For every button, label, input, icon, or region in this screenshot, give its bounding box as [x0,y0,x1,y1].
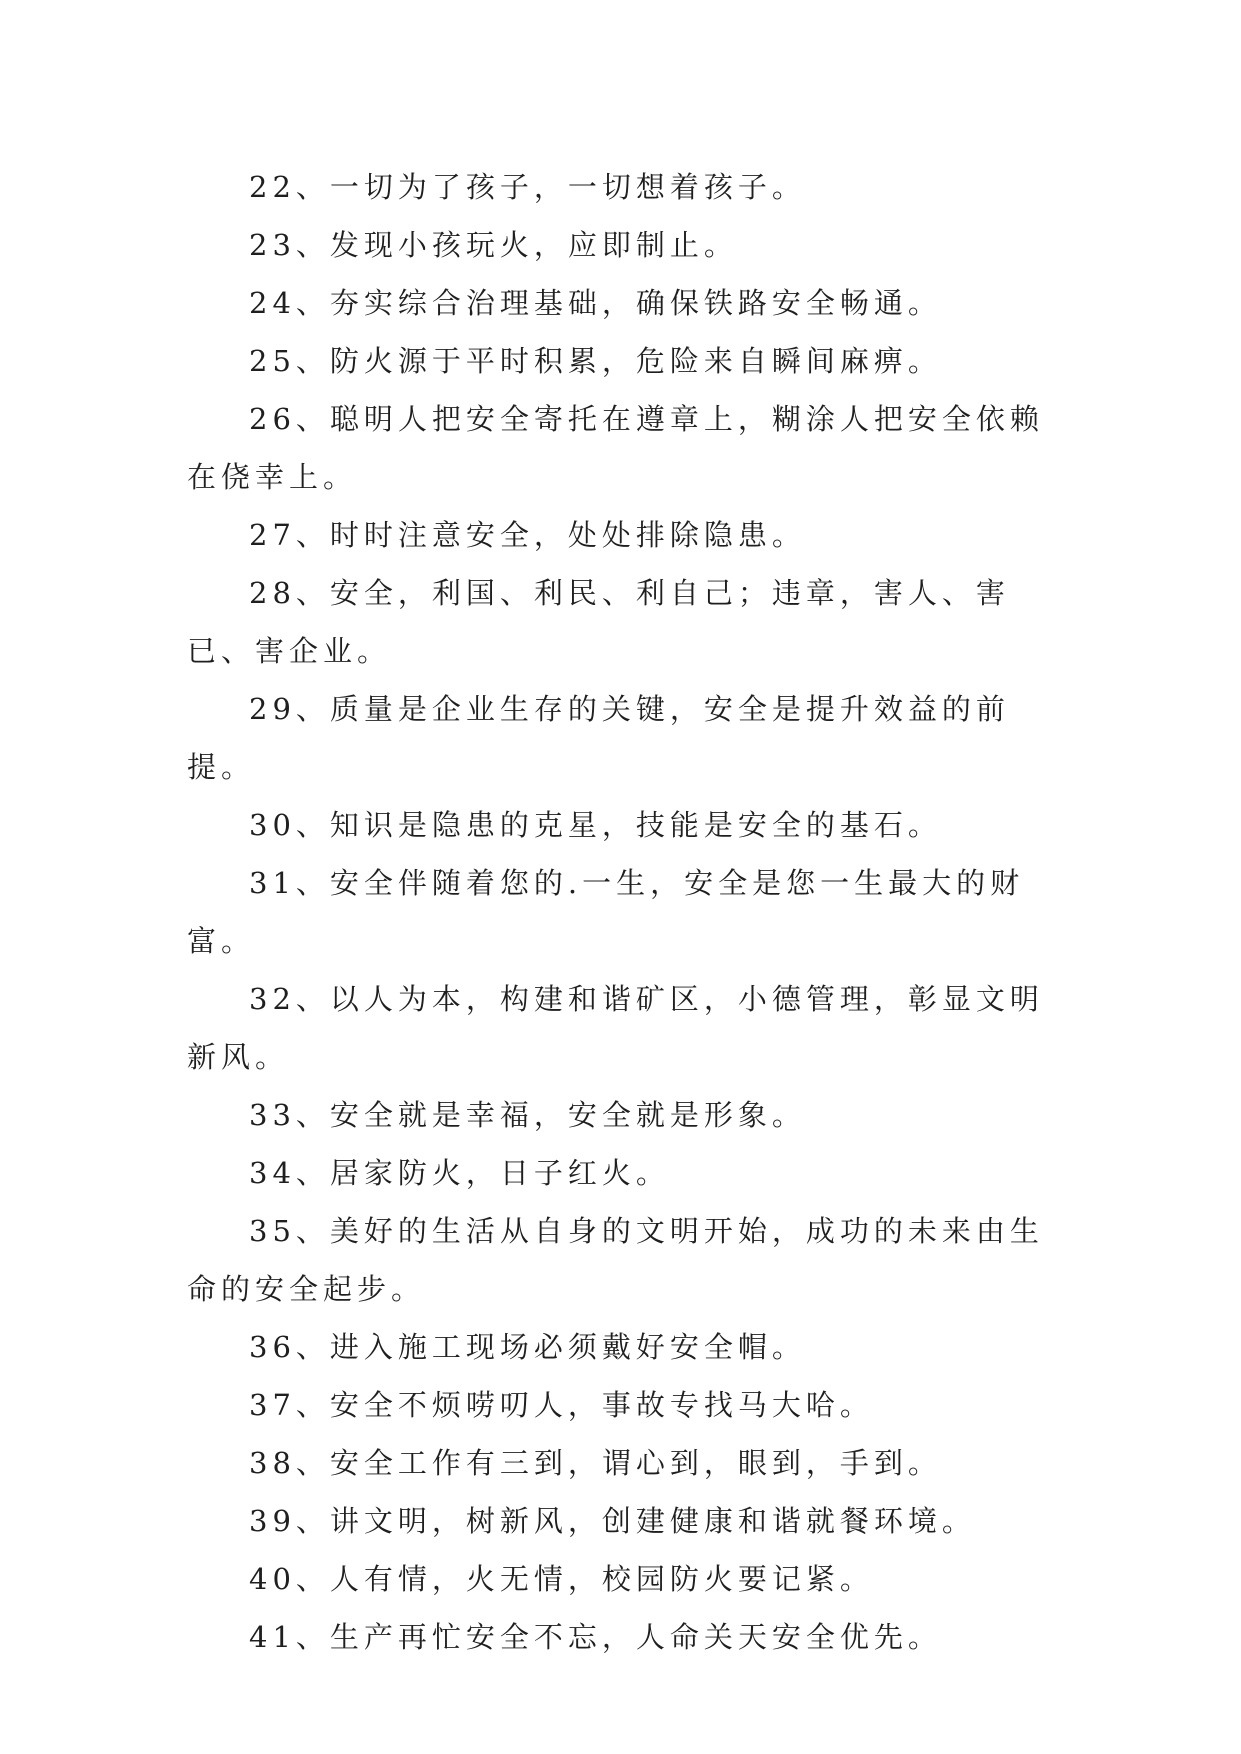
slogan-item-34: 34、居家防火，日子红火。 [249,1156,670,1190]
slogan-item-33: 33、安全就是幸福，安全就是形象。 [249,1098,806,1132]
slogan-item-29: 29、质量是企业生存的关键，安全是提升效益的前提。 [187,692,1010,784]
slogan-item-31: 31、安全伴随着您的.一生，安全是您一生最大的财富。 [187,866,1025,958]
slogan-item-36: 36、进入施工现场必须戴好安全帽。 [249,1330,806,1364]
slogan-item-26: 26、聪明人把安全寄托在遵章上，糊涂人把安全依赖在侥幸上。 [187,402,1044,494]
slogan-item-27: 27、时时注意安全，处处排除隐患。 [249,518,806,552]
slogan-item-25: 25、防火源于平时积累，危险来自瞬间麻痹。 [249,344,942,378]
slogan-item-22: 22、一切为了孩子，一切想着孩子。 [249,170,806,204]
slogan-item-32: 32、以人为本，构建和谐矿区，小德管理，彰显文明新风。 [187,982,1044,1074]
document-body [187,158,1067,1666]
slogan-item-28: 28、安全，利国、利民、利自己；违章，害人、害已、害企业。 [187,576,1010,668]
slogan-item-41: 41、生产再忙安全不忘，人命关天安全优先。 [249,1620,942,1654]
slogan-item-24: 24、夯实综合治理基础，确保铁路安全畅通。 [249,286,942,320]
slogan-item-40: 40、人有情，火无情，校园防火要记紧。 [249,1562,874,1596]
slogan-item-30: 30、知识是隐患的克星，技能是安全的基石。 [249,808,942,842]
slogan-item-39: 39、讲文明，树新风，创建健康和谐就餐环境。 [249,1504,976,1538]
slogan-item-35: 35、美好的生活从自身的文明开始，成功的未来由生命的安全起步。 [187,1214,1044,1306]
slogan-item-23: 23、发现小孩玩火，应即制止。 [249,228,738,262]
slogan-item-37: 37、安全不烦唠叨人，事故专找马大哈。 [249,1388,874,1422]
slogan-item-38: 38、安全工作有三到，谓心到，眼到，手到。 [249,1446,942,1480]
